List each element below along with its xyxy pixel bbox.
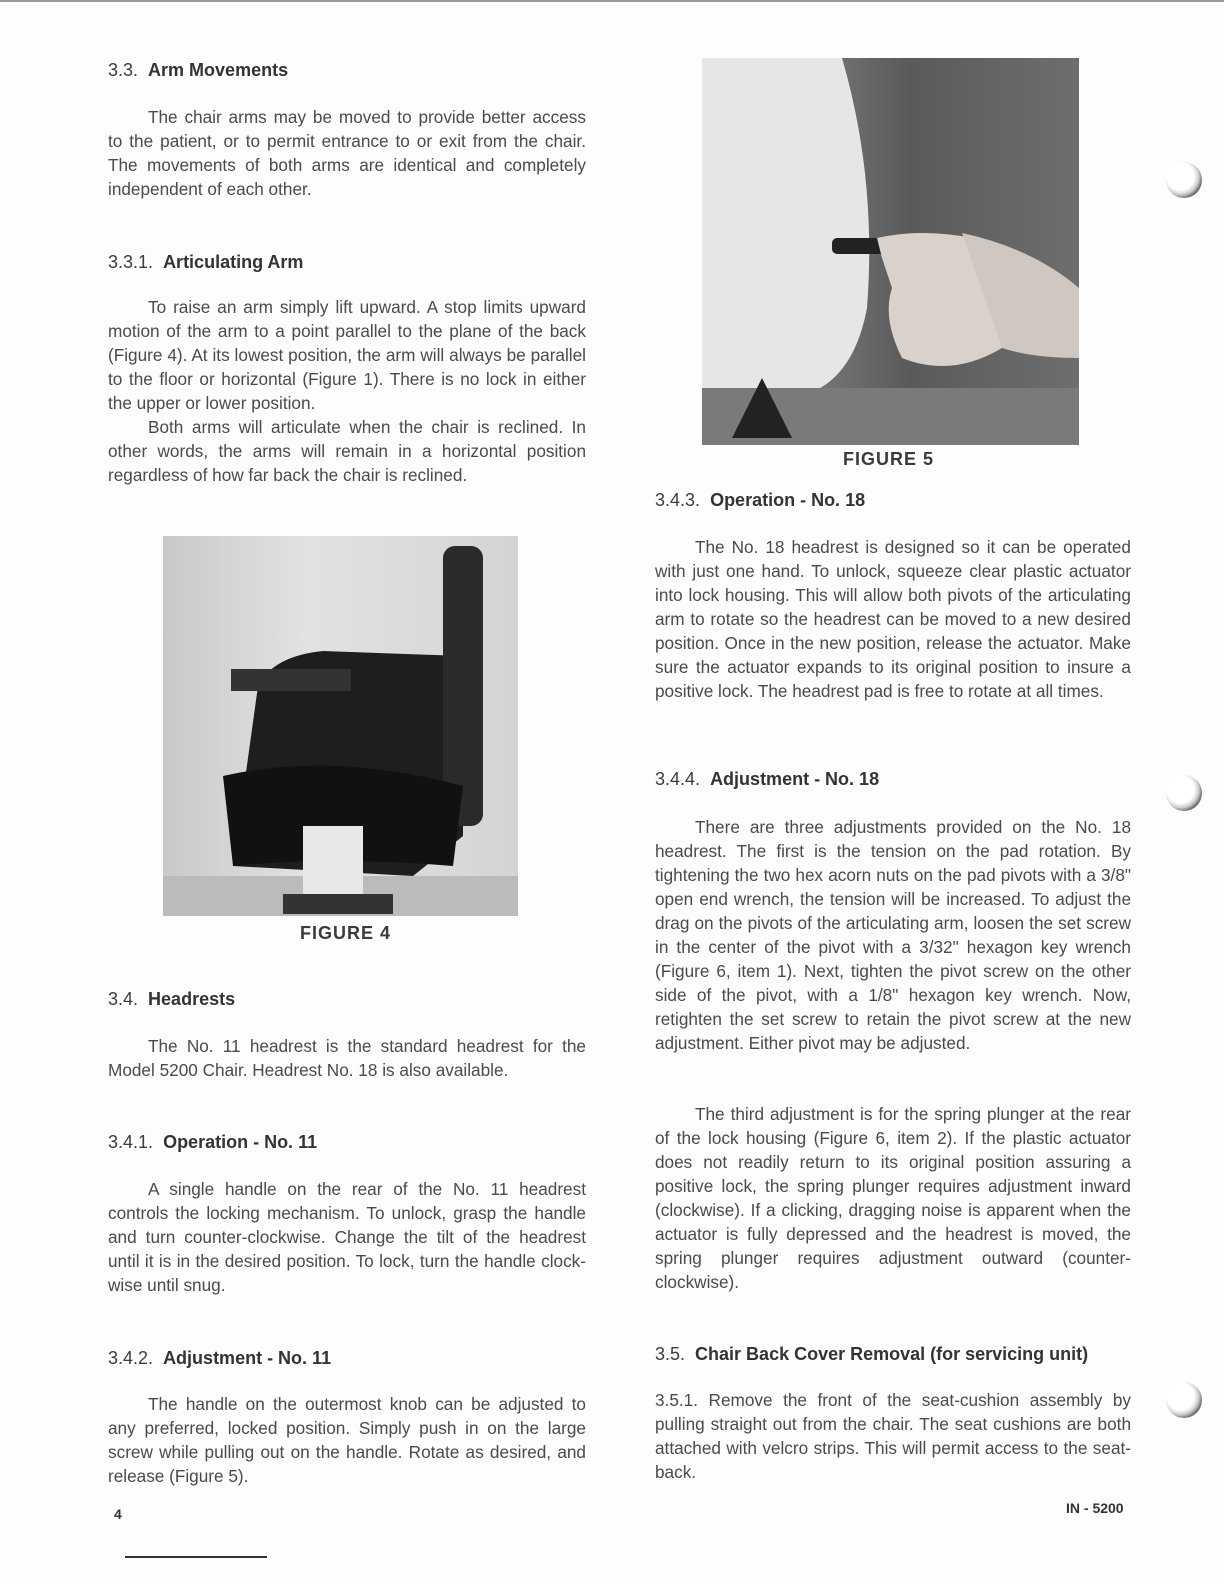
scan-edge xyxy=(0,0,1224,2)
paragraph: A single handle on the rear of the No. 11 headrest controls the locking mechanism. To unlock, grasp the handle and turn counter-clockwise. Change the tilt of the headrest until it is in the desired position. To lock, turn the handle clock-wise until snug. xyxy=(108,1179,586,1295)
section-number: 3.4.1. xyxy=(108,1132,154,1152)
heading-3-3-1 xyxy=(108,250,586,274)
section-title: Articulating Arm xyxy=(163,252,304,272)
section-title: Arm Movements xyxy=(148,60,289,80)
footer-rule xyxy=(125,1556,267,1558)
paragraph: There are three adjustments provided on the No. 18 headrest. The first is the tension on the pad rotation. By tightening the two hex acorn nuts on the pad pivots with a 3/8" open end wrench, the tension will be increased. To adjust the drag on the pivots of the articulating arm, loosen the set screw in the center of the pivot with a 3/32" hexagon key wrench (Figure 6, item 1). Next, tighten the pivot screw on the other side of the pivot, with a 1/8" hexagon key wrench. Now, retighten the set screw to retain the pivot screw at the new adjustment. Either pivot may be adjusted. xyxy=(655,817,1131,1053)
paragraph: The chair arms may be moved to provide better access to the patient, or to permit entrance to or exit from the chair. The movements of both arms are identical and completely independent of each other. xyxy=(108,107,586,199)
document-id: IN - 5200 xyxy=(1066,1500,1124,1516)
section-title: Adjustment - No. 11 xyxy=(163,1348,332,1368)
heading-3-4-3 xyxy=(655,488,1131,512)
paragraph: Both arms will articulate when the chair is reclined. In other words, the arms will remain in a horizontal position regardless of how far back the chair is reclined. xyxy=(108,417,586,485)
paragraph: The No. 11 headrest is the standard headrest for the Model 5200 Chair. Headrest No. 18 is also available. xyxy=(108,1036,586,1080)
paragraph: 3.5.1. Remove the front of the seat-cushion assembly by pulling straight out from the chair. The seat cushions are both attached with velcro strips. This will permit access to the seat-back. xyxy=(655,1390,1131,1482)
section-number: 3.4.2. xyxy=(108,1348,154,1368)
section-number: 3.4.3. xyxy=(655,490,701,510)
binder-hole xyxy=(1166,1382,1202,1418)
heading-3-4-4 xyxy=(655,767,1131,791)
figure-5-photo-headrest xyxy=(702,58,1079,445)
section-number: 3.4. xyxy=(108,989,139,1009)
paragraph: To raise an arm simply lift upward. A stop limits upward motion of the arm to a point parallel to the plane of the back (Figure 4). At its lowest position, the arm will always be parallel to the floor or horizontal (Figure 1). There is no lock in either the upper or lower position. xyxy=(108,297,586,413)
heading-3-4-1 xyxy=(108,1130,586,1154)
section-title: Operation - No. 18 xyxy=(710,490,866,510)
heading-3-4 xyxy=(108,987,586,1011)
page-number: 4 xyxy=(114,1506,122,1522)
section-number: 3.3.1. xyxy=(108,252,154,272)
section-title: Chair Back Cover Removal (for servicing unit) xyxy=(695,1344,1089,1364)
binder-hole xyxy=(1166,162,1202,198)
section-number: 3.4.4. xyxy=(655,769,701,789)
section-number: 3.3. xyxy=(108,60,139,80)
binder-hole xyxy=(1166,775,1202,811)
section-number: 3.5. xyxy=(655,1344,686,1364)
heading-3-3 xyxy=(108,58,586,82)
paragraph: The handle on the outermost knob can be adjusted to any preferred, locked position. Simply push in on the large screw while pulling out on the handle. Rotate as desired, and release (Figure 5). xyxy=(108,1394,586,1486)
section-title: Headrests xyxy=(148,989,236,1009)
section-title: Operation - No. 11 xyxy=(163,1132,318,1152)
paragraph: The third adjustment is for the spring plunger at the rear of the lock housing (Figure 6, item 2). If the plastic actuator does not readily return to its original position assuring a positive lock, the spring plunger requires adjustment inward (clockwise). If a clicking, dragging noise is apparent when the actuator is fully depressed and the headrest is moved, the spring plunger requires adjustment outward (counter-clockwise). xyxy=(655,1104,1131,1292)
heading-3-4-2 xyxy=(108,1346,586,1370)
paragraph: The No. 18 headrest is designed so it can be operated with just one hand. To unlock, squeeze clear plastic actuator into lock housing. This will allow both pivots of the articulating arm to rotate so the headrest can be moved to a new desired position. Once in the new position, release the actuator. Make sure the actuator expands to its original position to insure a positive lock. The headrest pad is free to rotate at all times. xyxy=(655,537,1131,701)
section-title: Adjustment - No. 18 xyxy=(710,769,880,789)
heading-3-5 xyxy=(655,1342,1131,1366)
figure-4-caption: FIGURE 4 xyxy=(300,923,392,943)
figure-5-caption: FIGURE 5 xyxy=(843,449,935,469)
figure-4-photo-chair xyxy=(163,536,518,916)
